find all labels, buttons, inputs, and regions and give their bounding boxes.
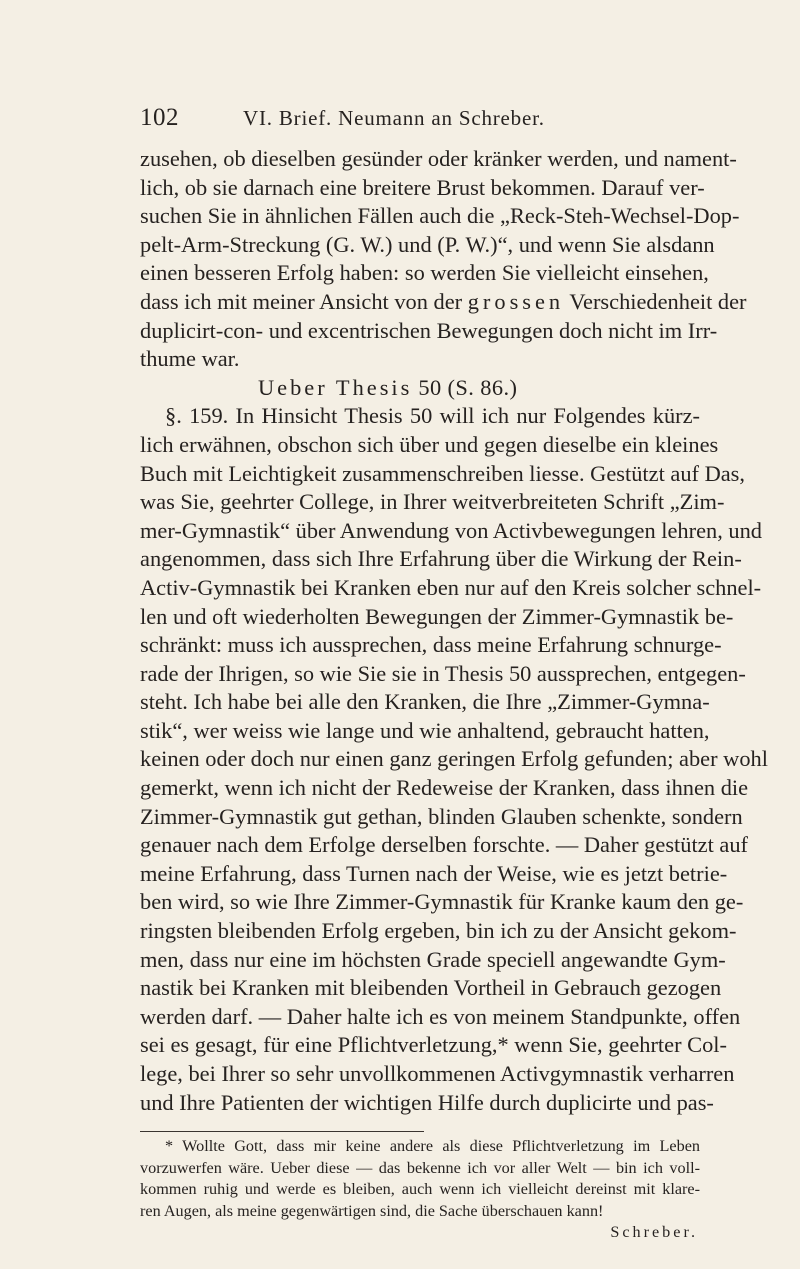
footnote-rule <box>140 1131 424 1132</box>
text-line: Zimmer-Gymnastik gut gethan, blinden Glauben schenkte, sondern <box>140 803 743 829</box>
text-line: werden darf. — Daher halte ich es von meinem Standpunkte, offen <box>140 1003 741 1029</box>
text-line: thume war. <box>140 346 240 372</box>
text-line: ben wird, so wie Ihre Zimmer-Gymnastik für Kranke kaum den ge- <box>140 889 744 915</box>
text-line: pelt-Arm-Streckung (G. W.) und (P. W.)“, und wenn Sie alsdann <box>140 231 715 257</box>
footnote <box>140 1136 700 1244</box>
text-line: was Sie, geehrter College, in Ihrer weitverbreiteten Schrift „Zim- <box>140 489 725 515</box>
text-line: suchen Sie in ähnlichen Fällen auch die „Reck-Steh-Wechsel-Dop- <box>140 203 740 229</box>
footnote-line: * Wollte Gott, dass mir keine andere als diese Pflichtverletzung im Leben <box>165 1137 700 1155</box>
footnote-line: ren Augen, als meine gegenwärtigen sind, die Sache überschauen kann! <box>140 1201 604 1220</box>
text-line: lich erwähnen, obschon sich über und gegen dieselbe ein kleines <box>140 431 719 457</box>
paragraph-1 <box>140 145 747 374</box>
text-line: einen besseren Erfolg haben: so werden Sie vielleicht einsehen, <box>140 260 709 286</box>
text-line: stik“, wer weiss wie lange und wie anhaltend, gebraucht hatten, <box>140 717 710 743</box>
text-line: nastik bei Kranken mit bleibenden Vortheil in Gebrauch gezogen <box>140 975 722 1001</box>
text-line: und Ihre Patienten der wichtigen Hilfe durch duplicirte und pas- <box>140 1089 714 1115</box>
page-header <box>140 104 700 144</box>
text-line: steht. Ich habe bei alle den Kranken, die Ihre „Zimmer-Gymna- <box>140 689 710 715</box>
text-line: Activ-Gymnastik bei Kranken eben nur auf den Kreis solcher schnel- <box>140 574 762 600</box>
section-heading <box>140 374 700 403</box>
paragraph-2 <box>140 402 768 1117</box>
text-line: ringsten bleibenden Erfolg ergeben, bin ich zu der Ansicht gekom- <box>140 918 737 944</box>
body-text <box>140 145 768 1117</box>
text-line: keinen oder doch nur einen ganz geringen Erfolg gefunden; aber wohl <box>140 746 768 772</box>
text-line: duplicirt-con- und excentrischen Bewegungen doch nicht im Irr- <box>140 317 718 343</box>
text-line: §. 159. In Hinsicht Thesis 50 will ich nur Folgendes kürz- <box>165 403 700 429</box>
text-line: gemerkt, wenn ich nicht der Redeweise der Kranken, dass ihnen die <box>140 775 749 801</box>
section-heading-ref: 50 (S. 86.) <box>418 374 518 400</box>
text-line: Buch mit Leichtigkeit zusammenschreiben liesse. Gestützt auf Das, <box>140 460 745 486</box>
text-line: zusehen, ob dieselben gesünder oder kränker werden, und nament- <box>140 146 737 171</box>
text-line: rade der Ihrigen, so wie Sie sie in Thesis 50 aussprechen, entgegen- <box>140 660 746 686</box>
text-line-with-spaced-word: dass ich mit meiner Ansicht von der grossen Verschiedenheit der <box>140 288 747 314</box>
section-heading-label: Ueber Thesis <box>258 374 413 400</box>
page-number: 102 <box>140 104 179 131</box>
footnote-line: kommen ruhig und werde es bleiben, auch wenn ich vielleicht dereinst mit klare- <box>140 1180 700 1199</box>
text-line: schränkt: muss ich aussprechen, dass meine Erfahrung schnurge- <box>140 632 722 658</box>
footnote-line: vorzuwerfen wäre. Ueber diese — das bekenne ich vor aller Welt — bin ich voll- <box>140 1158 700 1177</box>
text-line: mer-Gymnastik“ über Anwendung von Activbewegungen lehren, und <box>140 517 762 543</box>
running-head: VI. Brief. Neumann an Schreber. <box>243 106 545 130</box>
text-line: men, dass nur eine im höchsten Grade speciell angewandte Gym- <box>140 946 726 972</box>
text-line: angenommen, dass sich Ihre Erfahrung über die Wirkung der Rein- <box>140 546 742 572</box>
text-line: lich, ob sie darnach eine breitere Brust bekommen. Darauf ver- <box>140 174 705 200</box>
text-line: genauer nach dem Erfolge derselben forschte. — Daher gestützt auf <box>140 832 749 858</box>
text-line: len und oft wiederholten Bewegungen der Zimmer-Gymnastik be- <box>140 603 734 629</box>
text-line: lege, bei Ihrer so sehr unvollkommenen Activgymnastik verharren <box>140 1061 735 1086</box>
emphasized-word: grossen <box>467 288 565 314</box>
text-line: sei es gesagt, für eine Pflichtverletzung,* wenn Sie, geehrter Col- <box>140 1032 727 1058</box>
footnote-signature: Schreber. <box>610 1223 698 1242</box>
text-line: meine Erfahrung, dass Turnen nach der Weise, wie es jetzt betrie- <box>140 860 728 886</box>
